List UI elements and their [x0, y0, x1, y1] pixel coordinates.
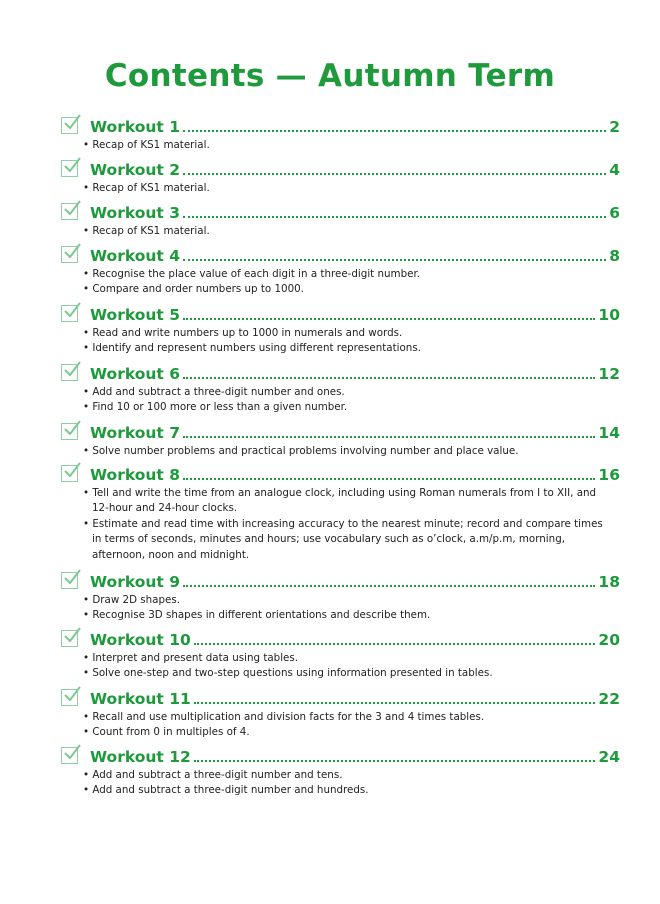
workout-title: Workout 8: [90, 466, 181, 484]
page-number: 4: [609, 161, 620, 179]
objective-item: • Recap of KS1 material.: [83, 139, 210, 151]
checkbox-ticked-icon[interactable]: [61, 423, 78, 440]
objective-item: • Recognise 3D shapes in different orientations and describe them.: [83, 609, 431, 622]
objectives-list: [83, 710, 603, 741]
dot-leader: [194, 701, 596, 704]
objectives-list: [83, 385, 603, 416]
objective-item: • Recap of KS1 material.: [83, 225, 210, 237]
checkbox-ticked-icon[interactable]: [61, 305, 78, 322]
page-title: Contents — Autumn Term: [104, 58, 556, 94]
dot-leader: [183, 129, 606, 132]
objectives-list: [83, 326, 603, 357]
objectives-list: [83, 444, 603, 459]
page-number: 18: [598, 573, 620, 591]
dot-leader: [194, 642, 596, 645]
objective-item: • Add and subtract a three-digit number and hundreds.: [83, 784, 369, 797]
page-number: 8: [609, 247, 620, 265]
dot-leader: [183, 376, 595, 379]
objective-item: • Read and write numbers up to 1000 in numerals and words.: [83, 327, 403, 339]
toc-entry-heading: [90, 157, 620, 179]
objectives-list: [83, 224, 603, 239]
objective-item: • Recap of KS1 material.: [83, 182, 210, 194]
checkbox-ticked-icon[interactable]: [61, 246, 78, 263]
objectives-list: [83, 768, 603, 799]
workout-title: Workout 7: [90, 424, 181, 442]
workout-title: Workout 10: [90, 631, 191, 649]
objectives-list: [83, 267, 603, 298]
workout-title: Workout 12: [90, 748, 191, 766]
page-number: 20: [598, 631, 620, 649]
dot-leader: [183, 215, 606, 218]
toc-entry-heading: [90, 462, 620, 484]
objective-item: • Add and subtract a three-digit number and ones.: [83, 386, 345, 398]
objective-item: • Interpret and present data using tables.: [83, 652, 299, 664]
workout-title: Workout 5: [90, 306, 181, 324]
checkbox-ticked-icon[interactable]: [61, 465, 78, 482]
workout-title: Workout 6: [90, 365, 181, 383]
page-number: 2: [609, 118, 620, 136]
workout-title: Workout 3: [90, 204, 181, 222]
dot-leader: [183, 435, 595, 438]
objective-item: • Compare and order numbers up to 1000.: [83, 283, 304, 296]
objective-item: • Recognise the place value of each digit in a three-digit number.: [83, 268, 421, 280]
toc-entry-heading: [90, 627, 620, 649]
objective-item: • Add and subtract a three-digit number and tens.: [83, 769, 343, 781]
objectives-list: [83, 486, 603, 563]
workout-title: Workout 1: [90, 118, 181, 136]
workout-title: Workout 11: [90, 690, 191, 708]
objectives-list: [83, 593, 603, 624]
dot-leader: [183, 258, 606, 261]
page-number: 12: [598, 365, 620, 383]
page-number: 14: [598, 424, 620, 442]
objectives-list: [83, 651, 603, 682]
objective-item: • Count from 0 in multiples of 4.: [83, 726, 250, 739]
objective-item: • Recall and use multiplication and division facts for the 3 and 4 times tables.: [83, 711, 485, 723]
toc-entry-heading: [90, 420, 620, 442]
workout-title: Workout 2: [90, 161, 181, 179]
objective-item: • Find 10 or 100 more or less than a given number.: [83, 401, 348, 414]
checkbox-ticked-icon[interactable]: [61, 572, 78, 589]
dot-leader: [183, 477, 595, 480]
toc-entry-heading: [90, 114, 620, 136]
dot-leader: [183, 317, 595, 320]
checkbox-ticked-icon[interactable]: [61, 630, 78, 647]
checkbox-ticked-icon[interactable]: [61, 203, 78, 220]
toc-entry-heading: [90, 744, 620, 766]
objective-item: • Tell and write the time from an analogue clock, including using Roman numerals from I to XII, and 12-hour and 24-hour clocks.: [83, 487, 597, 515]
page-number: 24: [598, 748, 620, 766]
toc-entry-heading: [90, 200, 620, 222]
workout-title: Workout 4: [90, 247, 181, 265]
toc-entry-heading: [90, 686, 620, 708]
checkbox-ticked-icon[interactable]: [61, 160, 78, 177]
checkbox-ticked-icon[interactable]: [61, 689, 78, 706]
toc-entry-heading: [90, 569, 620, 591]
objective-item: • Draw 2D shapes.: [83, 594, 180, 606]
checkbox-ticked-icon[interactable]: [61, 117, 78, 134]
page-number: 10: [598, 306, 620, 324]
objectives-list: [83, 181, 603, 196]
workout-title: Workout 9: [90, 573, 181, 591]
objective-item: • Solve number problems and practical problems involving number and place value.: [83, 445, 519, 457]
toc-entry-heading: [90, 243, 620, 265]
checkbox-ticked-icon[interactable]: [61, 747, 78, 764]
page-number: 22: [598, 690, 620, 708]
dot-leader: [183, 584, 595, 587]
page-number: 6: [609, 204, 620, 222]
toc-entry-heading: [90, 302, 620, 324]
dot-leader: [183, 172, 606, 175]
objective-item: • Estimate and read time with increasing accuracy to the nearest minute; record and compare times in terms of seconds, minutes and hours; use vocabulary such as o’clock, a.m/p.m, morning, afternoon, noon and midnight.: [83, 517, 603, 561]
page-number: 16: [598, 466, 620, 484]
toc-entry-heading: [90, 361, 620, 383]
checkbox-ticked-icon[interactable]: [61, 364, 78, 381]
dot-leader: [194, 759, 596, 762]
objectives-list: [83, 138, 603, 153]
objective-item: • Solve one-step and two-step questions using information presented in tables.: [83, 667, 493, 680]
objective-item: • Identify and represent numbers using different representations.: [83, 342, 421, 355]
